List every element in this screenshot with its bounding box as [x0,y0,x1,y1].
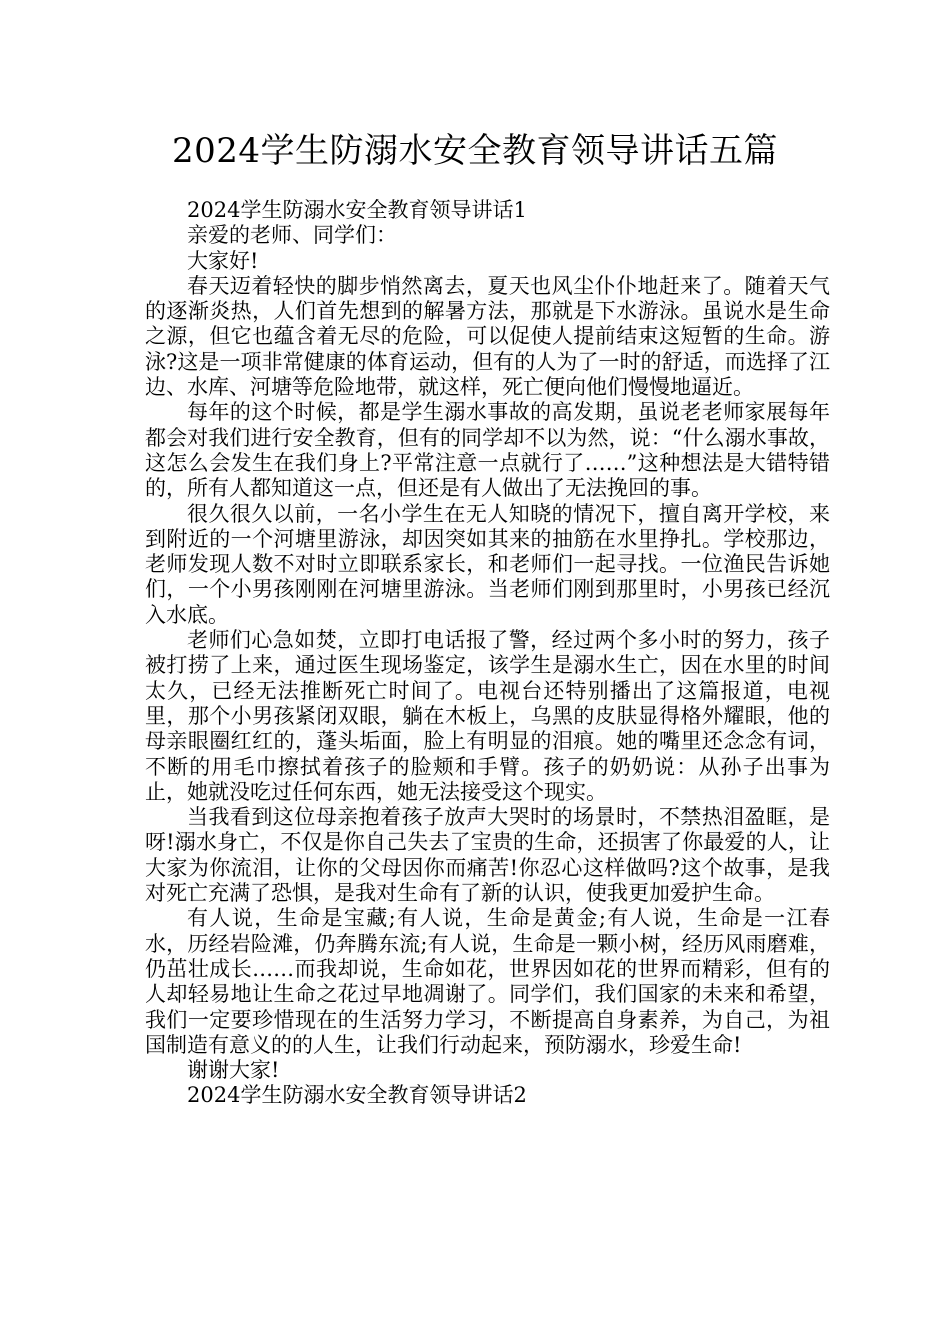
body-paragraph: 有人说，生命是宝藏;有人说，生命是黄金;有人说，生命是一江春水，历经岩险滩，仍奔腾东流;有人说，生命是一颗小树，经历风雨磨难，仍茁壮成长……而我却说，生命如花，世界因如花的世界而精彩，但有的人却轻易地让生命之花过早地凋谢了。同学们，我们国家的未来和希望，我们一定要珍惜现在的生活努力学习，不断提高自身素养，为自己，为祖国制造有意义的的人生，让我们行动起来，预防溺水，珍爱生命! [145,906,830,1057]
greeting: 大家好! [187,248,259,273]
closing-thanks: 谢谢大家! [187,1058,280,1083]
body-paragraph: 很久很久以前，一名小学生在无人知晓的情况下，擅自离开学校，来到附近的一个河塘里游泳，却因突如其来的抽筋在水里挣扎。学校那边，老师发现人数不对时立即联系家长，和老师们一起寻找。一位渔民告诉她们，一个小男孩刚刚在河塘里游泳。当老师们刚到那里时，小男孩已经沉入水底。 [145,501,830,627]
section-heading-2: 2024学生防溺水安全教育领导讲话2 [187,1083,527,1108]
document-title: 2024学生防溺水安全教育领导讲话五篇 [171,131,779,171]
section-heading-1: 2024学生防溺水安全教育领导讲话1 [187,198,527,222]
body-paragraph: 老师们心急如焚，立即打电话报了警，经过两个多小时的努力，孩子被打捞了上来，通过医生现场鉴定，该学生是溺水生亡，因在水里的时间太久，已经无法推断死亡时间了。电视台还特别播出了这篇报道，电视里，那个小男孩紧闭双眼，躺在木板上，乌黑的皮肤显得格外耀眼，他的母亲眼圈红红的，蓬头垢面，脸上有明显的泪痕。她的嘴里还念念有词，不断的用毛巾擦拭着孩子的脸颊和手臂。孩子的奶奶说：从孙子出事为止，她就没吃过任何东西，她无法接受这个现实。 [145,628,830,804]
document-body [145,198,830,1109]
body-paragraph: 当我看到这位母亲抱着孩子放声大哭时的场景时，不禁热泪盈眶，是呀!溺水身亡，不仅是你自己失去了宝贵的生命，还损害了你最爱的人，让大家为你流泪，让你的父母因你而痛苦!你忍心这样做吗?这个故事，是我对死亡充满了恐惧，是我对生命有了新的认识，使我更加爱护生命。 [145,805,830,906]
body-paragraph: 春天迈着轻快的脚步悄然离去，夏天也风尘仆仆地赶来了。随着天气的逐渐炎热，人们首先想到的解暑方法，那就是下水游泳。虽说水是生命之源，但它也蕴含着无尽的危险，可以促使人提前结束这短暂的生命。游泳?这是一项非常健康的体育运动，但有的人为了一时的舒适，而选择了江边、水库、河塘等危险地带，就这样，死亡便向他们慢慢地逼近。 [145,273,830,400]
body-paragraph: 每年的这个时候，都是学生溺水事故的高发期，虽说老老师家展每年都会对我们进行安全教育，但有的同学却不以为然，说：“什么溺水事故，这怎么会发生在我们身上?平常注意一点就行了……”这种想法是大错特错的，所有人都知道这一点，但还是有人做出了无法挽回的事。 [145,400,830,501]
salutation: 亲爱的老师、同学们： [187,223,397,248]
